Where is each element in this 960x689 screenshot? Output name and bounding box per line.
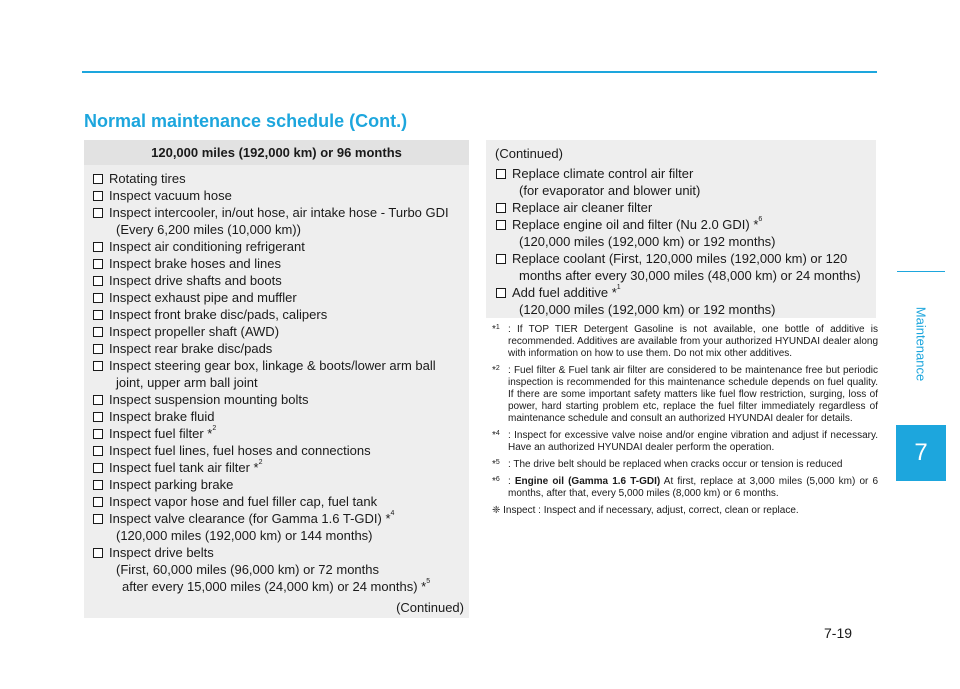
schedule-item: Inspect brake fluid <box>92 408 467 425</box>
checkbox-icon <box>93 174 103 184</box>
checkbox-icon <box>93 480 103 490</box>
top-rule <box>82 71 877 73</box>
footnote-ref: 2 <box>258 459 263 466</box>
schedule-item: Inspect valve clearance (for Gamma 1.6 T-GDI) *$^4$ (120,000 miles (192,000 km) or 144 months) <box>92 510 467 544</box>
checkbox-icon <box>93 395 103 405</box>
schedule-item: Inspect exhaust pipe and muffler <box>92 289 467 306</box>
schedule-item: Inspect fuel lines, fuel hoses and connections <box>92 442 467 459</box>
schedule-item: Inspect drive belts (First, 60,000 miles (96,000 km) or 72 months after every 15,000 miles (24,000 km) or 24 months) *$^5$ <box>92 544 467 595</box>
footnote: *$^6$ : Engine oil (Gamma 1.6 T-GDI) At first, replace at 3,000 miles (5,000 km) or 6 months, after that, every 5,000 miles (8,000 km) or 6 months. <box>492 476 879 499</box>
checkbox-icon <box>93 514 103 524</box>
footnote: *$^1$ : If TOP TIER Detergent Gasoline is not available, one bottle of additive is recommended. Additives are available from your authorized HYUNDAI dealer along with information on how to use them. Do not mix other additives. <box>492 324 878 359</box>
footnote: *$^2$ : Fuel filter & Fuel tank air filter are considered to be maintenance free but periodic inspection is recommended for this maintenance schedule depends on fuel quality. If there are some important safety matters like fuel flow restriction, surging, loss of power, hard starting problem etc, replace the fuel filter immediately regardless of maintenance schedule and consult an authorized HYUNDAI dealer for details. <box>492 365 878 424</box>
checkbox-icon <box>93 208 103 218</box>
checkbox-icon <box>93 463 103 473</box>
checkbox-icon <box>93 293 103 303</box>
schedule-item: Replace engine oil and filter (Nu 2.0 GDI) *$^6$ (120,000 miles (192,000 km) or 192 months) <box>495 216 873 250</box>
checkbox-icon <box>93 242 103 252</box>
footnote: *$^4$ : Inspect for excessive valve noise and/or engine vibration and adjust if necessary. Have an authorized HYUNDAI dealer perform the operation. <box>492 430 878 453</box>
schedule-item: Inspect parking brake <box>92 476 467 493</box>
checkbox-icon <box>93 497 103 507</box>
schedule-item-list <box>92 170 467 595</box>
footnote-ref: 4 <box>390 510 395 517</box>
schedule-item-list <box>495 165 873 318</box>
checkbox-icon <box>93 259 103 269</box>
checkbox-icon <box>496 254 506 264</box>
schedule-item: Replace air cleaner filter <box>495 199 873 216</box>
schedule-item: Replace coolant (First, 120,000 miles (192,000 km) or 120 months after every 30,000 miles (48,000 km) or 24 months) <box>495 250 873 284</box>
schedule-item: Rotating tires <box>92 170 467 187</box>
checkbox-icon <box>93 310 103 320</box>
continued-label: (Continued) <box>396 600 464 615</box>
schedule-panel-left <box>84 140 469 618</box>
schedule-item: Inspect suspension mounting bolts <box>92 391 467 408</box>
schedule-item: Inspect air conditioning refrigerant <box>92 238 467 255</box>
schedule-item: Inspect fuel tank air filter *$^2$ <box>92 459 467 476</box>
checkbox-icon <box>93 361 103 371</box>
checkbox-icon <box>496 203 506 213</box>
footnote-ref: 2 <box>212 425 217 432</box>
checkbox-icon <box>496 220 506 230</box>
schedule-item: Replace climate control air filter (for evaporator and blower unit) <box>495 165 873 199</box>
schedule-item: Inspect rear brake disc/pads <box>92 340 467 357</box>
inspect-definition-note: ❈ Inspect : Inspect and if necessary, adjust, correct, clean or replace. <box>492 505 799 516</box>
chapter-side-label: Maintenance <box>913 306 929 382</box>
schedule-interval-header: 120,000 miles (192,000 km) or 96 months <box>84 140 469 165</box>
checkbox-icon <box>93 276 103 286</box>
chapter-number-tab: 7 <box>896 425 946 481</box>
schedule-item: Inspect vapor hose and fuel filler cap, fuel tank <box>92 493 467 510</box>
checkbox-icon <box>93 548 103 558</box>
schedule-item: Inspect steering gear box, linkage & boots/lower arm ball joint, upper arm ball joint <box>92 357 467 391</box>
schedule-item: Inspect propeller shaft (AWD) <box>92 323 467 340</box>
schedule-item: Add fuel additive *$^1$ (120,000 miles (192,000 km) or 192 months) <box>495 284 873 318</box>
checkbox-icon <box>496 288 506 298</box>
checkbox-icon <box>93 429 103 439</box>
schedule-panel-right <box>486 140 876 318</box>
section-title: Normal maintenance schedule (Cont.) <box>84 111 408 131</box>
footnote-ref: 6 <box>758 216 763 223</box>
footnote: *$^5$ : The drive belt should be replaced when cracks occur or tension is reduced <box>492 459 843 470</box>
checkbox-icon <box>93 327 103 337</box>
schedule-item: Inspect fuel filter *$^2$ <box>92 425 467 442</box>
page-number: 7-19 <box>824 625 853 641</box>
continued-heading: (Continued) <box>495 146 563 161</box>
sidebar-rule <box>897 271 945 272</box>
checkbox-icon <box>496 169 506 179</box>
checkbox-icon <box>93 344 103 354</box>
schedule-item: Inspect brake hoses and lines <box>92 255 467 272</box>
checkbox-icon <box>93 446 103 456</box>
checkbox-icon <box>93 191 103 201</box>
schedule-item: Inspect front brake disc/pads, calipers <box>92 306 467 323</box>
footnote-ref: 5 <box>426 578 431 585</box>
schedule-item: Inspect vacuum hose <box>92 187 467 204</box>
schedule-item: Inspect drive shafts and boots <box>92 272 467 289</box>
checkbox-icon <box>93 412 103 422</box>
schedule-item: Inspect intercooler, in/out hose, air intake hose - Turbo GDI (Every 6,200 miles (10,000 km)) <box>92 204 467 238</box>
footnote-ref: 1 <box>616 284 621 291</box>
footnotes <box>492 324 878 517</box>
